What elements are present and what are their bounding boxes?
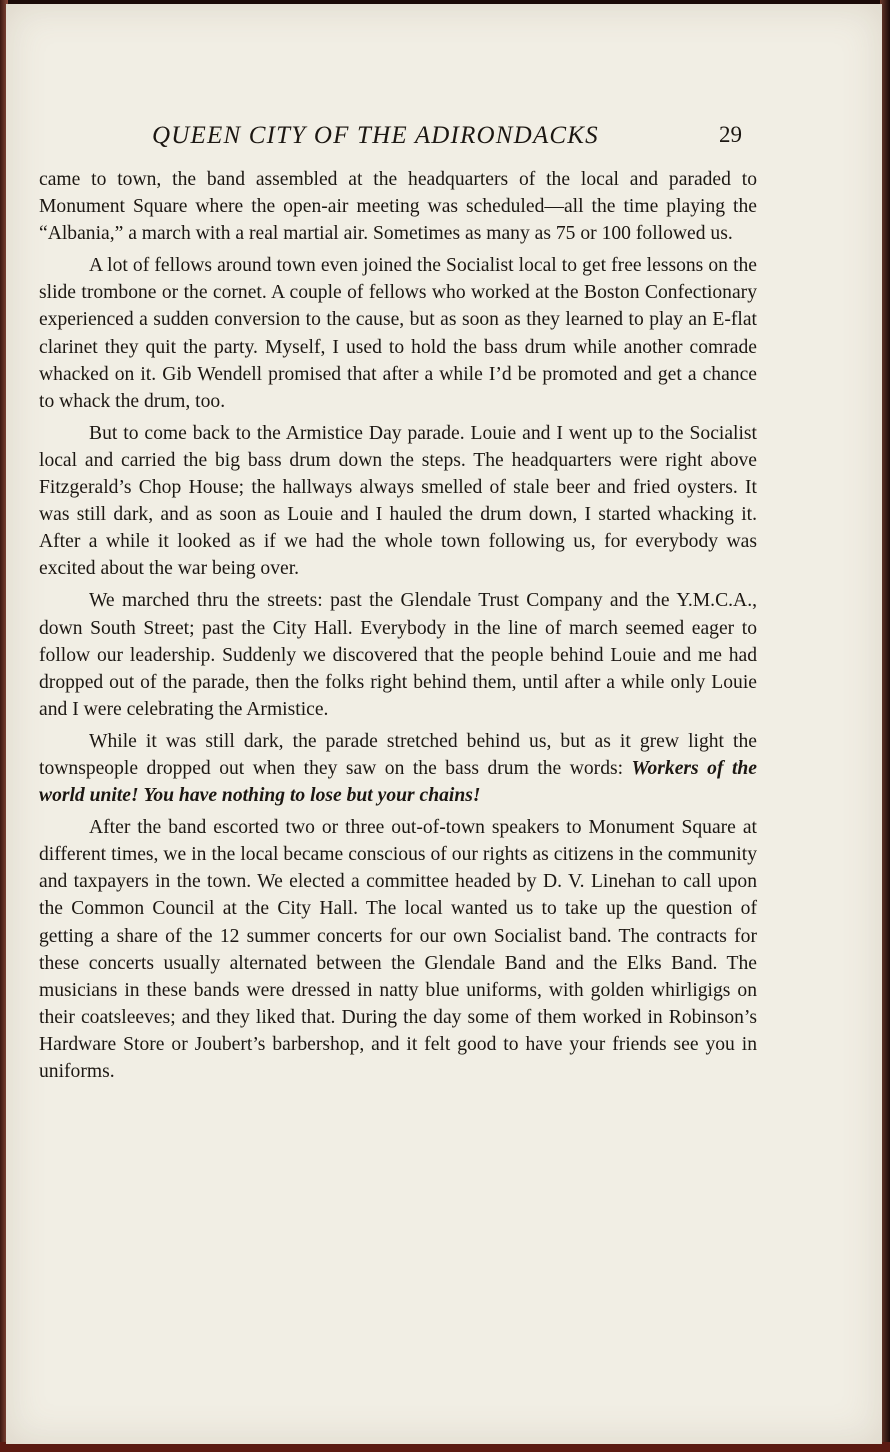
page-number: 29	[719, 122, 742, 147]
body-text	[39, 166, 757, 1090]
paragraph-5	[39, 728, 757, 809]
paragraph-1: came to town, the band assembled at the headquarters of the local and paraded to Monument Square where the open-air meeting was scheduled—all the time playing the “Albania,” a march with a real martial air. Sometimes as many as 75 or 100 followed us.	[39, 169, 757, 245]
running-head: QUEEN CITY OF THE ADIRONDACKS	[152, 122, 599, 149]
paragraph-4: We marched thru the streets: past the Glendale Trust Company and the Y.M.C.A., down South Street; past the City Hall. Everybody in the line of march seemed eager to follow our leadership. Suddenly we discovered that the people behind Louie and me had dropped out of the parade, then the folks right behind them, until after a while only Louie and I were celebrating the Armistice.	[39, 590, 757, 720]
paragraph-2: A lot of fellows around town even joined the Socialist local to get free lessons on the slide trombone or the cornet. A couple of fellows who worked at the Boston Confectionary experienced a sudden conversion to the cause, but as soon as they learned to play an E-flat clarinet they quit the party. Myself, I used to hold the bass drum while another comrade whacked on it. Gib Wendell promised that after a while I’d be promoted and get a chance to whack the drum, too.	[39, 255, 757, 412]
page-header	[152, 122, 752, 162]
paragraph-6: After the band escorted two or three out-of-town speakers to Monument Square at different times, we in the local became conscious of our rights as citizens in the community and taxpayers in the town. We elected a committee headed by D. V. Linehan to call upon the Common Council at the City Hall. The local wanted us to take up the question of getting a share of the 12 summer concerts for our own Socialist band. The contracts for these concerts usually alternated between the Glendale Band and the Elks Band. The musicians in these bands were dressed in natty blue uniforms, with golden whirligigs on their coatsleeves; and they liked that. During the day some of them worked in Robinson’s Hardware Store or Joubert’s barbershop, and it felt good to have your friends see you in uniforms.	[39, 817, 757, 1082]
paragraph-5-text: While it was still dark, the parade stretched behind us, but as it grew light the townspeople dropped out when they saw on the bass drum the words:	[39, 730, 757, 779]
book-page	[6, 4, 882, 1444]
slogan-nothing-to-lose: You have nothing to lose but your chains!	[143, 785, 481, 807]
slogan-workers-unite: Workers of the world unite!	[39, 757, 757, 807]
paragraph-3: But to come back to the Armistice Day parade. Louie and I went up to the Socialist local and carried the big bass drum down the steps. The headquarters were right above Fitzgerald’s Chop House; the hallways always smelled of stale beer and fried oysters. It was still dark, and as soon as Louie and I hauled the drum down, I started whacking it. After a while it looked as if we had the whole town following us, for everybody was excited about the war being over.	[39, 422, 757, 580]
